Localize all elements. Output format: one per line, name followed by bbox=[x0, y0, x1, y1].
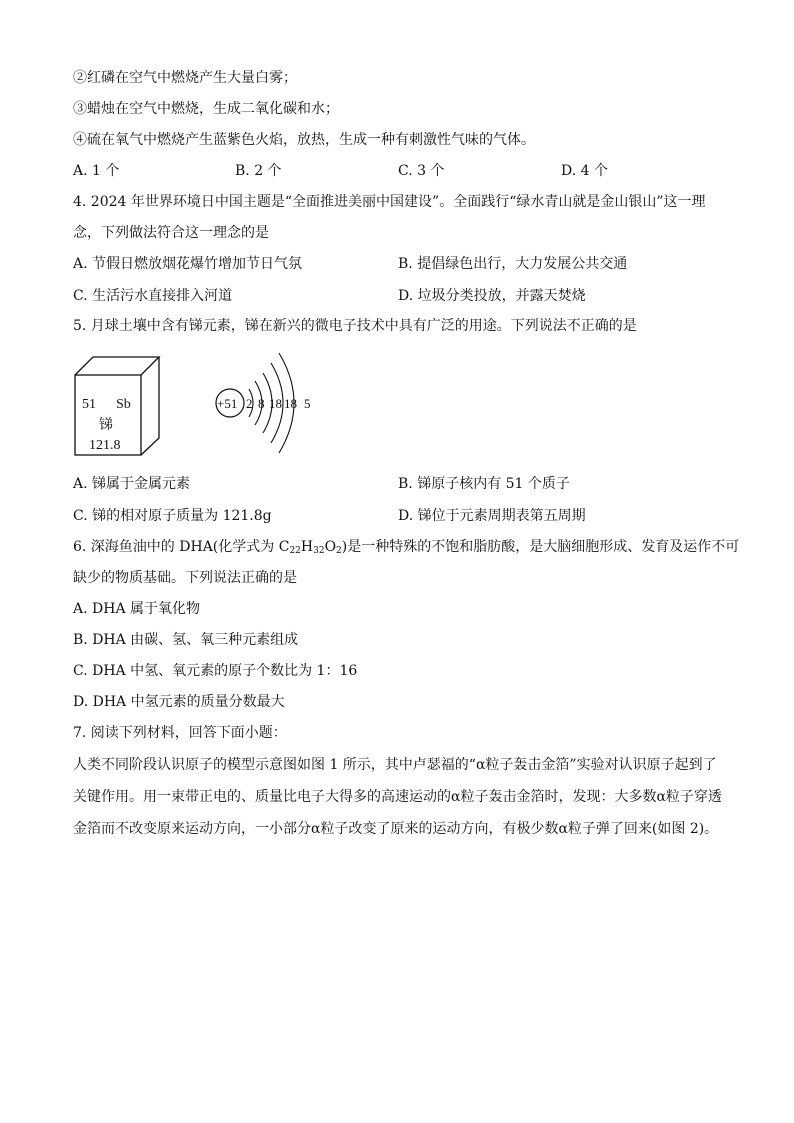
q4-option-c: C. 生活污水直接排入河道 bbox=[73, 288, 233, 304]
q7-material-line1: 人类不同阶段认识原子的模型示意图如图 1 所示，其中卢瑟福的“α粒子轰击金箔”实验对认识原子起到了 bbox=[73, 757, 717, 773]
q7-stem: 7. 阅读下列材料，回答下面小题： bbox=[73, 725, 287, 741]
atom-structure-diagram bbox=[216, 353, 311, 453]
q4-option-b: B. 提倡绿色出行，大力发展公共交通 bbox=[398, 256, 628, 272]
statement-3: ③蜡烛在空气中燃烧，生成二氧化碳和水； bbox=[73, 101, 339, 117]
option-d: D. 4 个 bbox=[561, 163, 608, 179]
atomic-mass: 121.8 bbox=[89, 438, 121, 453]
q4-option-d: D. 垃圾分类投放，并露天焚烧 bbox=[398, 288, 586, 304]
shell-count-3: 18 bbox=[269, 396, 282, 411]
element-name: 锑 bbox=[99, 418, 113, 433]
q7-material-line3: 金箔而不改变原来运动方向，一小部分α粒子改变了原来的运动方向，有极少数α粒子弹了回来(如图 2)。 bbox=[73, 821, 719, 837]
q5-stem: 5. 月球土壤中含有锑元素，锑在新兴的微电子技术中具有广泛的用途。下列说法不正确的是 bbox=[73, 318, 637, 334]
q5-option-c: C. 锑的相对原子质量为 121.8g bbox=[73, 508, 272, 524]
statement-2: ②红磷在空气中燃烧产生大量白雾； bbox=[73, 70, 297, 86]
q4-option-a: A. 节假日燃放烟花爆竹增加节日气氛 bbox=[73, 256, 303, 272]
q6-option-d: D. DHA 中氢元素的质量分数最大 bbox=[73, 694, 285, 710]
antimony-figure bbox=[73, 345, 333, 460]
shell-count-1: 2 bbox=[246, 396, 253, 411]
option-b: B. 2 个 bbox=[235, 163, 282, 179]
statement-4: ④硫在氧气中燃烧产生蓝紫色火焰，放热，生成一种有刺激性气味的气体。 bbox=[73, 132, 535, 148]
q6-sub-oxygen: 2 bbox=[336, 546, 342, 556]
q6-stem-part-b: H bbox=[300, 539, 314, 555]
q6-sub-hydrogen: 32 bbox=[313, 546, 325, 556]
atomic-number: 51 bbox=[82, 397, 96, 412]
element-symbol: Sb bbox=[116, 397, 131, 412]
q6-option-c: C. DHA 中氢、氧元素的原子个数比为 1：16 bbox=[73, 663, 358, 679]
nucleus-charge: +51 bbox=[217, 396, 238, 411]
option-a: A. 1 个 bbox=[73, 163, 120, 179]
option-c: C. 3 个 bbox=[398, 163, 445, 179]
shell-count-5: 5 bbox=[304, 396, 311, 411]
q5-option-a: A. 锑属于金属元素 bbox=[73, 476, 191, 492]
q6-option-b: B. DHA 由碳、氢、氧三种元素组成 bbox=[73, 632, 299, 648]
q6-stem-part-d: )是一种特殊的不饱和脂肪酸，是大脑细胞形成、发育及运作不可 bbox=[341, 539, 740, 555]
shell-count-2: 8 bbox=[258, 396, 265, 411]
element-card bbox=[75, 357, 159, 455]
q6-sub-carbon: 22 bbox=[289, 546, 301, 556]
q6-stem-part-c: O bbox=[324, 539, 337, 555]
q4-stem-line2: 念，下列做法符合这一理念的是 bbox=[73, 225, 269, 241]
q7-material-line2: 关键作用。用一束带正电的、质量比电子大得多的高速运动的α粒子轰击金箔时，发现：大多数α粒子穿透 bbox=[73, 789, 722, 805]
q5-option-b: B. 锑原子核内有 51 个质子 bbox=[398, 476, 570, 492]
q6-option-a: A. DHA 属于氧化物 bbox=[73, 601, 201, 617]
shell-count-4: 18 bbox=[284, 396, 297, 411]
q6-stem-part-a: 6. 深海鱼油中的 DHA(化学式为 C bbox=[73, 539, 290, 555]
q4-stem-line1: 4. 2024 年世界环境日中国主题是“全面推进美丽中国建设”。全面践行“绿水青山就是金山银山”这一理 bbox=[73, 194, 706, 210]
q6-stem-line1 bbox=[73, 537, 739, 557]
q6-stem-line2: 缺少的物质基础。下列说法正确的是 bbox=[73, 570, 297, 586]
q5-option-d: D. 锑位于元素周期表第五周期 bbox=[398, 508, 586, 524]
